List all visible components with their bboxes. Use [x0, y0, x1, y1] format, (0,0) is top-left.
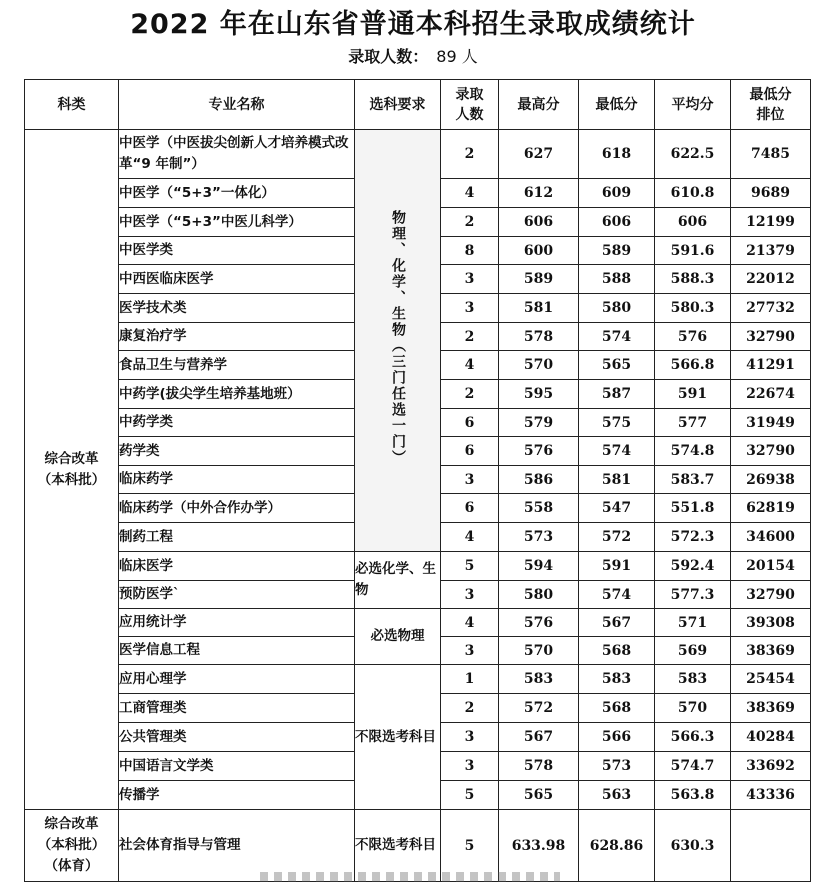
max-score: 589 [499, 265, 579, 294]
avg-score: 622.5 [655, 130, 731, 179]
cropped-text-fragment [260, 872, 560, 882]
count-value: 3 [441, 265, 499, 294]
min-rank: 7485 [731, 130, 811, 179]
requirement-cell: 必选物理 [355, 609, 441, 665]
requirement-cell: 不限选考科目 [355, 665, 441, 810]
major-name: 药学类 [119, 437, 355, 466]
avg-score: 630.3 [655, 810, 731, 882]
min-score: 568 [579, 694, 655, 723]
major-name: 食品卫生与营养学 [119, 351, 355, 380]
admission-count [0, 44, 826, 67]
category-cell: 综合改革 （本科批） （体育） [25, 810, 119, 882]
table-row [25, 130, 811, 179]
min-rank: 22012 [731, 265, 811, 294]
avg-score: 551.8 [655, 494, 731, 523]
avg-score: 576 [655, 323, 731, 351]
avg-score: 572.3 [655, 523, 731, 552]
count-value: 4 [441, 523, 499, 552]
count-value: 8 [441, 237, 499, 265]
avg-score: 591.6 [655, 237, 731, 265]
avg-score: 583 [655, 665, 731, 694]
min-score: 567 [579, 609, 655, 637]
min-score: 580 [579, 294, 655, 323]
max-score: 606 [499, 208, 579, 237]
count-value: 2 [441, 323, 499, 351]
min-rank [731, 810, 811, 882]
max-score: 586 [499, 466, 579, 494]
count-value: 5 [441, 810, 499, 882]
major-name: 工商管理类 [119, 694, 355, 723]
min-rank: 12199 [731, 208, 811, 237]
min-score: 574 [579, 437, 655, 466]
count-value: 3 [441, 466, 499, 494]
count-value: 3 [441, 581, 499, 609]
max-score: 579 [499, 409, 579, 437]
min-score: 606 [579, 208, 655, 237]
min-rank: 38369 [731, 694, 811, 723]
min-score: 583 [579, 665, 655, 694]
header-requirement: 选科要求 [355, 80, 441, 130]
min-score: 588 [579, 265, 655, 294]
min-rank: 22674 [731, 380, 811, 409]
min-rank: 32790 [731, 437, 811, 466]
major-name: 中药学类 [119, 409, 355, 437]
min-rank: 41291 [731, 351, 811, 380]
major-name: 中国语言文学类 [119, 752, 355, 781]
min-score: 574 [579, 581, 655, 609]
min-rank: 26938 [731, 466, 811, 494]
major-name: 中西医临床医学 [119, 265, 355, 294]
max-score: 578 [499, 323, 579, 351]
max-score: 570 [499, 637, 579, 665]
header-major: 专业名称 [119, 80, 355, 130]
table-row [25, 810, 811, 882]
max-score: 627 [499, 130, 579, 179]
min-rank: 32790 [731, 323, 811, 351]
avg-score: 580.3 [655, 294, 731, 323]
major-name: 应用统计学 [119, 609, 355, 637]
min-score: 547 [579, 494, 655, 523]
header-rank [731, 80, 811, 130]
header-rank-text: 最低分排位 [749, 86, 792, 123]
min-rank: 21379 [731, 237, 811, 265]
admission-count-value: 89 人 [436, 47, 478, 66]
major-name: 中医学（“5+3”中医儿科学） [119, 208, 355, 237]
count-value: 3 [441, 637, 499, 665]
max-score: 595 [499, 380, 579, 409]
header-category: 科类 [25, 80, 119, 130]
count-value: 6 [441, 437, 499, 466]
min-rank: 31949 [731, 409, 811, 437]
min-score: 566 [579, 723, 655, 752]
min-score: 575 [579, 409, 655, 437]
major-name: 公共管理类 [119, 723, 355, 752]
count-value: 2 [441, 694, 499, 723]
avg-score: 569 [655, 637, 731, 665]
avg-score: 577 [655, 409, 731, 437]
major-name: 中医学类 [119, 237, 355, 265]
table-body [25, 130, 811, 882]
major-name: 中药学(拔尖学生培养基地班） [119, 380, 355, 409]
max-score: 633.98 [499, 810, 579, 882]
avg-score: 588.3 [655, 265, 731, 294]
header-count-text: 录取人数 [455, 86, 484, 123]
max-score: 594 [499, 552, 579, 581]
min-rank: 20154 [731, 552, 811, 581]
max-score: 583 [499, 665, 579, 694]
avg-score: 570 [655, 694, 731, 723]
admission-count-label: 录取人数： [348, 47, 429, 66]
avg-score: 591 [655, 380, 731, 409]
avg-score: 566.3 [655, 723, 731, 752]
table-row [25, 552, 811, 581]
major-name: 预防医学` [119, 581, 355, 609]
max-score: 581 [499, 294, 579, 323]
major-name: 临床药学 [119, 466, 355, 494]
table-row [25, 665, 811, 694]
max-score: 580 [499, 581, 579, 609]
min-rank: 32790 [731, 581, 811, 609]
min-score: 618 [579, 130, 655, 179]
page-title: 2022 年在山东省普通本科招生录取成绩统计 [130, 9, 696, 40]
major-name: 医学技术类 [119, 294, 355, 323]
major-name: 临床药学（中外合作办学） [119, 494, 355, 523]
min-score: 589 [579, 237, 655, 265]
count-value: 1 [441, 665, 499, 694]
max-score: 600 [499, 237, 579, 265]
min-score: 574 [579, 323, 655, 351]
min-rank: 62819 [731, 494, 811, 523]
min-score: 587 [579, 380, 655, 409]
min-score: 591 [579, 552, 655, 581]
min-rank: 38369 [731, 637, 811, 665]
max-score: 573 [499, 523, 579, 552]
requirement-cell: 不限选考科目 [355, 810, 441, 882]
requirement-cell: 必选化学、生物 [355, 552, 441, 609]
requirement-cell [355, 130, 441, 552]
avg-score: 610.8 [655, 179, 731, 208]
min-rank: 9689 [731, 179, 811, 208]
count-value: 3 [441, 294, 499, 323]
table-row [25, 609, 811, 637]
count-value: 3 [441, 752, 499, 781]
min-score: 581 [579, 466, 655, 494]
max-score: 565 [499, 781, 579, 810]
header-avg: 平均分 [655, 80, 731, 130]
major-name: 临床医学 [119, 552, 355, 581]
header-row [25, 80, 811, 130]
major-name: 应用心理学 [119, 665, 355, 694]
min-score: 609 [579, 179, 655, 208]
header-min: 最低分 [579, 80, 655, 130]
count-value: 6 [441, 494, 499, 523]
count-value: 4 [441, 351, 499, 380]
category-cell: 综合改革 （本科批） [25, 130, 119, 810]
avg-score: 574.7 [655, 752, 731, 781]
min-rank: 25454 [731, 665, 811, 694]
min-rank: 40284 [731, 723, 811, 752]
min-rank: 34600 [731, 523, 811, 552]
avg-score: 583.7 [655, 466, 731, 494]
avg-score: 577.3 [655, 581, 731, 609]
min-rank: 33692 [731, 752, 811, 781]
max-score: 576 [499, 609, 579, 637]
max-score: 558 [499, 494, 579, 523]
avg-score: 592.4 [655, 552, 731, 581]
count-value: 2 [441, 380, 499, 409]
count-value: 5 [441, 781, 499, 810]
avg-score: 606 [655, 208, 731, 237]
min-score: 568 [579, 637, 655, 665]
min-rank: 43336 [731, 781, 811, 810]
count-value: 4 [441, 609, 499, 637]
max-score: 572 [499, 694, 579, 723]
major-name: 制药工程 [119, 523, 355, 552]
count-value: 6 [441, 409, 499, 437]
count-value: 4 [441, 179, 499, 208]
max-score: 567 [499, 723, 579, 752]
max-score: 570 [499, 351, 579, 380]
max-score: 612 [499, 179, 579, 208]
count-value: 5 [441, 552, 499, 581]
count-value: 2 [441, 208, 499, 237]
avg-score: 574.8 [655, 437, 731, 466]
count-value: 3 [441, 723, 499, 752]
avg-score: 563.8 [655, 781, 731, 810]
max-score: 578 [499, 752, 579, 781]
requirement-text: 物理、化学、生物（三门任选一门） [390, 209, 406, 466]
min-rank: 39308 [731, 609, 811, 637]
major-name: 传播学 [119, 781, 355, 810]
min-rank: 27732 [731, 294, 811, 323]
min-score: 565 [579, 351, 655, 380]
major-name: 医学信息工程 [119, 637, 355, 665]
avg-score: 571 [655, 609, 731, 637]
header-max: 最高分 [499, 80, 579, 130]
min-score: 628.86 [579, 810, 655, 882]
major-name: 中医学（“5+3”一体化） [119, 179, 355, 208]
major-name: 社会体育指导与管理 [119, 810, 355, 882]
min-score: 573 [579, 752, 655, 781]
avg-score: 566.8 [655, 351, 731, 380]
header-count [441, 80, 499, 130]
max-score: 576 [499, 437, 579, 466]
score-table [24, 79, 811, 882]
min-score: 563 [579, 781, 655, 810]
count-value: 2 [441, 130, 499, 179]
major-name: 中医学（中医拔尖创新人才培养模式改革“9 年制”） [119, 130, 355, 179]
major-name: 康复治疗学 [119, 323, 355, 351]
min-score: 572 [579, 523, 655, 552]
